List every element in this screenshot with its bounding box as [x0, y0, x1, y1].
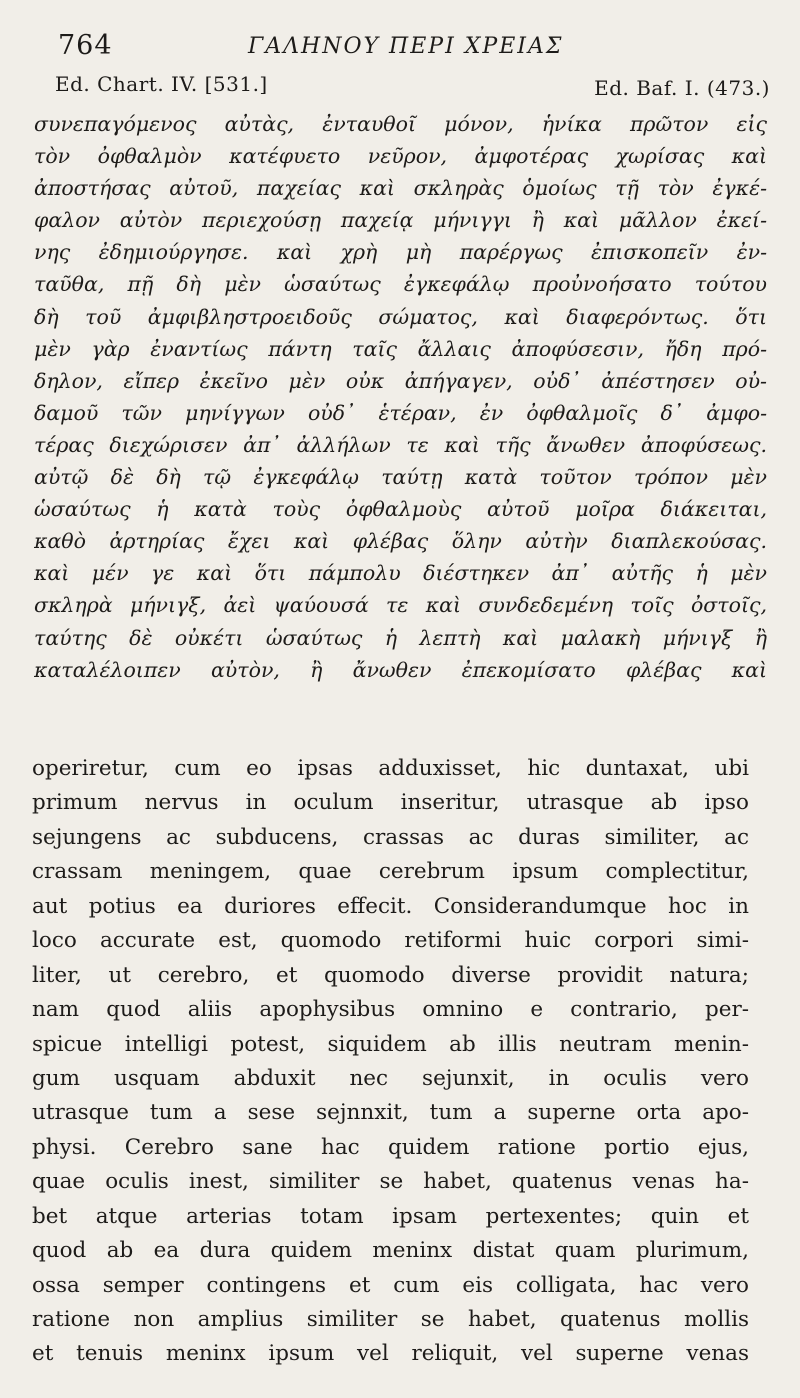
- latin-text-line: ossa semper contingens et cum eis colligata, hac vero: [32, 1272, 749, 1298]
- latin-text-line: primum nervus in oculum inseritur, utrasque ab ipso: [32, 790, 749, 816]
- greek-text-line: μὲν γὰρ ἐναντίως πάντη ταῖς ἄλλαις ἀποφύσεσιν, ἤδη πρό-: [34, 336, 767, 361]
- greek-text-line: καθὸ ἀρτηρίας ἔχει καὶ φλέβας ὅλην αὐτὴν διαπλεκούσας.: [34, 529, 767, 554]
- latin-text-line: utrasque tum a sese sejnnxit, tum a superne orta apo-: [32, 1100, 749, 1126]
- latin-text-line: et tenuis meninx ipsum vel reliquit, vel superne venas: [32, 1341, 749, 1367]
- latin-text-line: bet atque arterias totam ipsam pertexentes; quin et: [32, 1203, 749, 1229]
- greek-text-line: ὡσαύτως ἡ κατὰ τοὺς ὀφθαλμοὺς αὐτοῦ μοῖρα διάκειται,: [34, 497, 767, 522]
- edition-reference-right: Ed. Baf. I. (473.): [594, 76, 770, 100]
- page-header: [58, 30, 755, 66]
- greek-text-line: φαλον αὐτὸν περιεχούσῃ παχείᾳ μήνιγγι ἢ καὶ μᾶλλον ἐκεί-: [34, 208, 767, 233]
- greek-text-line: δαμοῦ τῶν μηνίγγων οὐδ᾽ ἑτέραν, ἐν ὀφθαλμοῖς δ᾽ ἀμφο-: [34, 400, 767, 425]
- latin-text-line: aut potius ea duriores effecit. Considerandumque hoc in: [32, 893, 749, 919]
- latin-text-line: loco accurate est, quomodo retiformi huic corpori simi-: [32, 928, 749, 954]
- latin-text-line: crassam meningem, quae cerebrum ipsum complectitur,: [32, 859, 749, 885]
- running-title: ΓΑΛΗΝΟΥ ΠΕΡΙ ΧΡΕΙΑΣ: [248, 34, 564, 59]
- greek-text-line: σκληρὰ μήνιγξ, ἀεὶ ψαύουσά τε καὶ συνδεδεμένη τοῖς ὀστοῖς,: [34, 593, 767, 618]
- greek-text-line: τέρας διεχώρισεν ἀπ᾽ ἀλλήλων τε καὶ τῆς ἄνωθεν ἀποφύσεως.: [34, 432, 767, 457]
- greek-text-line: αὐτῷ δὲ δὴ τῷ ἐγκεφάλῳ ταύτῃ κατὰ τοῦτον τρόπον μὲν: [34, 465, 767, 490]
- latin-text-line: ratione non amplius similiter se habet, quatenus mollis: [32, 1307, 749, 1332]
- greek-text-line: καὶ μέν γε καὶ ὅτι πάμπολυ διέστηκεν ἀπ᾽ αὐτῆς ἡ μὲν: [34, 561, 767, 586]
- edition-reference-left: Ed. Chart. IV. [531.]: [55, 72, 268, 96]
- latin-text-line: quod ab ea dura quidem meninx distat quam plurimum,: [32, 1238, 749, 1264]
- greek-text-line: ταύτης δὲ οὐκέτι ὡσαύτως ἡ λεπτὴ καὶ μαλακὴ μήνιγξ ἢ: [34, 625, 767, 650]
- latin-text-line: operiretur, cum eo ipsas adduxisset, hic duntaxat, ubi: [32, 756, 749, 781]
- latin-text-line: physi. Cerebro sane hac quidem ratione portio ejus,: [32, 1134, 749, 1160]
- greek-text-line: τὸν ὀφθαλμὸν κατέφυετο νεῦρον, ἀμφοτέρας χωρίσας καὶ: [34, 144, 767, 169]
- greek-text-line: συνεπαγόμενος αὐτὰς, ἐνταυθοῖ μόνον, ἡνίκα πρῶτον εἰς: [34, 112, 767, 136]
- greek-text-block: [34, 108, 767, 686]
- latin-text-line: spicue intelligi potest, siquidem ab illis neutram menin-: [32, 1031, 749, 1057]
- greek-text-line: δηλον, εἴπερ ἐκεῖνο μὲν οὐκ ἀπήγαγεν, οὐδ᾽ ἀπέστησεν οὐ-: [34, 368, 767, 393]
- latin-text-line: nam quod aliis apophysibus omnino e contrario, per-: [32, 997, 749, 1023]
- greek-text-line: καταλέλοιπεν αὐτὸν, ἢ ἄνωθεν ἐπεκομίσατο φλέβας καὶ: [34, 657, 767, 682]
- latin-text-line: quae oculis inest, similiter se habet, quatenus venas ha-: [32, 1169, 749, 1195]
- greek-text-line: ταῦθα, πῇ δὴ μὲν ὡσαύτως ἐγκεφάλῳ προὐνοήσατο τούτου: [34, 272, 767, 297]
- latin-text-line: liter, ut cerebro, et quomodo diverse providit natura;: [32, 962, 749, 988]
- greek-text-line: δὴ τοῦ ἀμφιβληστροειδοῦς σώματος, καὶ διαφερόντως. ὅτι: [34, 304, 767, 329]
- latin-text-block: [32, 752, 749, 1372]
- latin-text-line: gum usquam abduxit nec sejunxit, in oculis vero: [32, 1065, 749, 1091]
- page-number: 764: [58, 30, 113, 61]
- greek-text-line: ἀποστήσας αὐτοῦ, παχείας καὶ σκληρὰς ὁμοίως τῇ τὸν ἐγκέ-: [34, 176, 767, 201]
- latin-text-line: sejungens ac subducens, crassas ac duras similiter, ac: [32, 824, 749, 850]
- greek-text-line: νης ἐδημιούργησε. καὶ χρὴ μὴ παρέργως ἐπισκοπεῖν ἐν-: [34, 240, 767, 265]
